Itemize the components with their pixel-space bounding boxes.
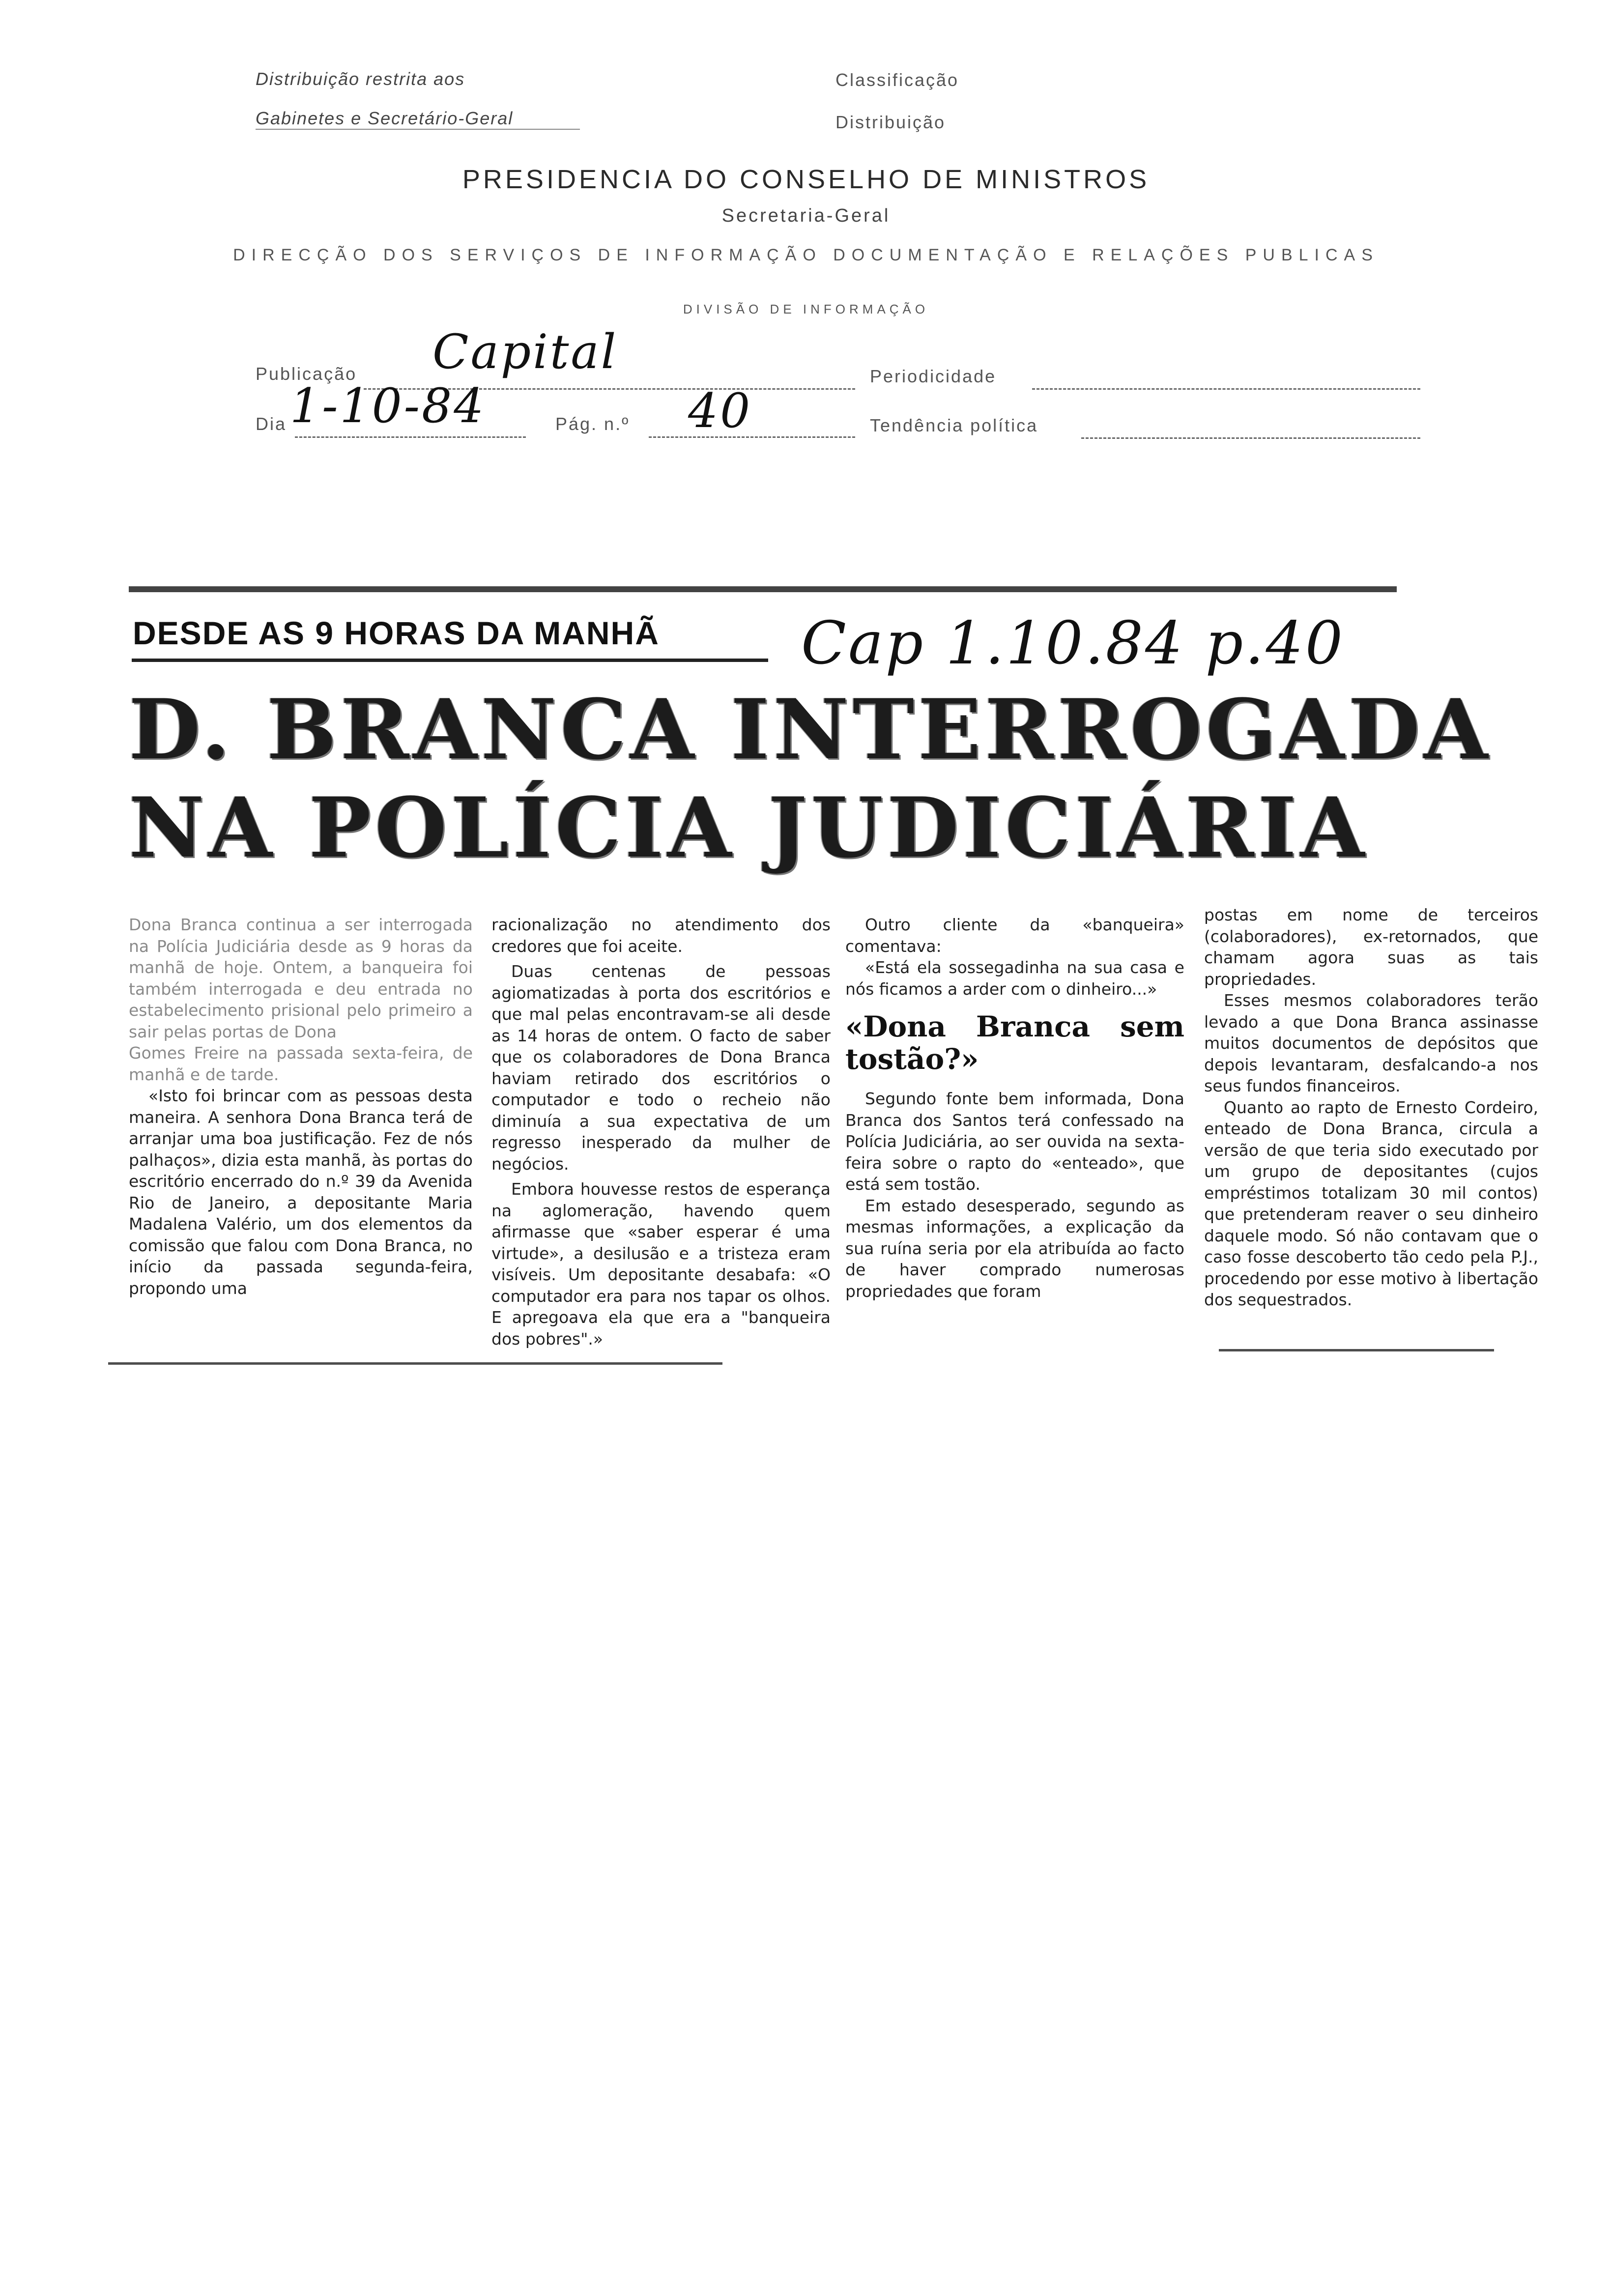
periodicity-label: Periodicidade bbox=[870, 366, 997, 386]
handwritten-annotation: Cap 1.10.84 p.40 bbox=[801, 609, 1345, 678]
day-label: Dia bbox=[256, 414, 287, 434]
article-column-4 bbox=[1204, 904, 1538, 1311]
paragraph: «Isto foi brincar com as pessoas desta maneira. A senhora Dona Branca terá de arranjar uma boa justificação. Fez de nós palhaços», dizia esta manhã, às portas do escritório encerrado do n.º 39 da Avenida Rio de Janeiro, a depositante Maria Madalena Valério, um dos elementos da comissão que falou com Dona Branca, no início da passada segunda-feira, propondo uma bbox=[129, 1086, 473, 1298]
clipping-bottom-rule-left bbox=[108, 1362, 722, 1365]
headline-line2: NA POLÍCIA JUDICIÁRIA bbox=[129, 779, 1369, 876]
paragraph: Quanto ao rapto de Ernesto Cordeiro, enteado de Dona Branca, circula a versão de que teria sido executado por um grupo de depositantes (cujos empréstimos totalizam 30 mil contos) que pretenderam reaver o seu dinheiro daquele modo. Só não contavam que o caso fosse descoberto tão cedo pela P.J., procedendo por esse motivo à libertação dos sequestrados. bbox=[1204, 1097, 1538, 1309]
paragraph: «Está ela sossegadinha na sua casa e nós ficamos a arder com o dinheiro...» bbox=[845, 958, 1184, 999]
org-title: PRESIDENCIA DO CONSELHO DE MINISTROS bbox=[462, 165, 1150, 194]
paragraph: Embora houvesse restos de esperança na aglomeração, havendo quem afirmasse que «saber esperar é uma virtude», a desilusão e a tristeza eram visíveis. Um depositante desabafa: «O computador era para nos tapar os olhos. E apregoava ela que era a "banqueira dos pobres".» bbox=[491, 1179, 831, 1349]
classification-label: Classificação bbox=[835, 70, 959, 90]
paragraph: Segundo fonte bem informada, Dona Branca dos Santos terá confessado na Polícia Judiciária, ao ser ouvida na sexta-feira sobre o rapto do «enteado», que está sem tostão. bbox=[845, 1089, 1184, 1194]
directorate-label: DIRECÇÃO DOS SERVIÇOS DE INFORMAÇÃO DOCUMENTAÇÃO E RELAÇÕES PUBLICAS bbox=[233, 246, 1379, 264]
kicker-underline bbox=[132, 659, 768, 662]
clipping-top-rule bbox=[129, 586, 1397, 592]
form-underline bbox=[256, 129, 580, 130]
political-tendency-line bbox=[1081, 437, 1420, 439]
publication-label: Publicação bbox=[256, 364, 357, 384]
distribution-label: Distribuição bbox=[835, 112, 946, 132]
paragraph: postas em nome de terceiros (colaboradores), ex-retornados, que chamam agora suas as tais propriedades. bbox=[1204, 905, 1538, 989]
secretariat-label: Secretaria-Geral bbox=[721, 205, 891, 226]
paragraph: Duas centenas de pessoas agiomatizadas à porta dos escritórios e que mal pelas encontravam-se ali desde as 14 horas de ontem. O facto de saber que os colaboradores de Dona Branca haviam retirado dos escritórios o computador e todo o recheio não diminuía a sua expectativa de um regresso inesperado da mulher de negócios. bbox=[491, 962, 831, 1174]
article-subhead: «Dona Branca sem tostão?» bbox=[845, 1010, 1184, 1076]
paragraph: Gomes Freire na passada sexta-feira, de manhã e de tarde. bbox=[129, 1043, 473, 1084]
page-label: Pág. n.º bbox=[555, 414, 630, 434]
page-value: 40 bbox=[688, 383, 752, 438]
article-column-3 bbox=[845, 914, 1184, 1302]
paragraph: Outro cliente da «banqueira» comentava: bbox=[845, 915, 1184, 956]
distribution-gabinetes-label: Gabinetes e Secretário-Geral bbox=[256, 108, 514, 128]
clipping-bottom-rule-right bbox=[1219, 1349, 1494, 1351]
paragraph: Esses mesmos colaboradores terão levado a que Dona Branca assinasse muitos documentos de depósitos que depois levantaram, desfalcando-a nos seus fundos financeiros. bbox=[1204, 991, 1538, 1095]
paragraph: Em estado desesperado, segundo as mesmas informações, a explicação da sua ruína seria por ela atribuída ao facto de haver comprado numerosas propriedades que foram bbox=[845, 1196, 1184, 1301]
division-label: DIVISÃO DE INFORMAÇÃO bbox=[683, 302, 929, 316]
article-column-2 bbox=[491, 914, 831, 1349]
political-tendency-label: Tendência política bbox=[870, 415, 1038, 435]
article-column-1 bbox=[129, 914, 473, 1299]
headline-line1: D. BRANCA INTERROGADA bbox=[129, 681, 1492, 778]
day-line bbox=[295, 436, 526, 438]
paragraph: Dona Branca continua a ser interrogada na Polícia Judiciária desde as 9 horas da manhã de hoje. Ontem, a banqueira foi também interrogada e deu entrada no estabelecimento prisional pelo primeiro a sair pelas portas de Dona bbox=[129, 915, 473, 1041]
publication-value: Capital bbox=[432, 324, 618, 379]
article-kicker: DESDE AS 9 HORAS DA MANHÃ bbox=[133, 615, 660, 651]
day-value: 1-10-84 bbox=[290, 378, 486, 433]
distribution-restricted-label: Distribuição restrita aos bbox=[256, 69, 465, 89]
paragraph: racionalização no atendimento dos credores que foi aceite. bbox=[491, 915, 831, 956]
periodicity-line bbox=[1032, 388, 1420, 390]
